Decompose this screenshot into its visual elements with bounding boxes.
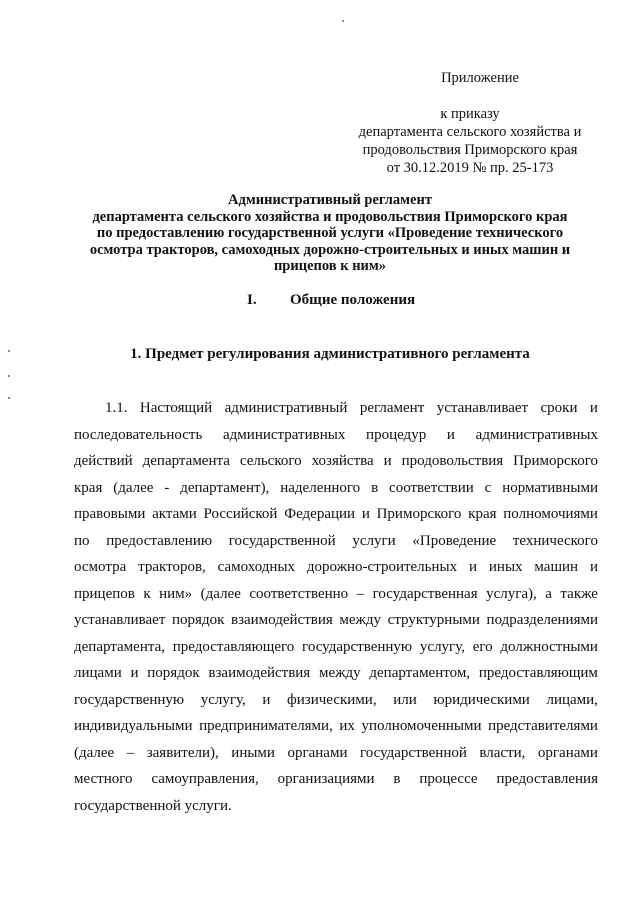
appendix-reference — [340, 105, 600, 177]
paragraph-word: хозяйства — [311, 453, 374, 469]
paragraph-word: государственную — [302, 638, 413, 655]
paragraph-word: административных — [475, 426, 598, 443]
paragraph-line — [74, 740, 598, 767]
paragraph-word: иными — [231, 744, 275, 761]
scan-speck — [342, 20, 344, 22]
paragraph-word: заявители), — [146, 744, 219, 761]
paragraph-word: последовательность — [74, 426, 203, 443]
paragraph-word: действий — [74, 453, 133, 469]
paragraph-word: представителями — [488, 718, 598, 734]
paragraph-word: соответствии — [389, 479, 474, 496]
paragraph-word: регламент — [359, 400, 425, 416]
paragraph-word: сроки — [540, 400, 578, 416]
paragraph-line — [74, 422, 598, 449]
paragraph-word: и — [383, 453, 392, 469]
paragraph-word: органами — [287, 744, 348, 761]
paragraph-line — [74, 607, 598, 634]
paragraph-line — [74, 793, 598, 820]
paragraph-line — [74, 528, 598, 555]
title-line: департамента сельского хозяйства и продовольствия Приморского края — [92, 208, 568, 225]
paragraph-word: и — [469, 559, 478, 575]
title-line: по предоставлению государственной услуги «Проведение технического — [96, 225, 564, 241]
paragraph-word: с — [484, 479, 492, 496]
paragraph-word: его — [472, 638, 493, 655]
paragraph-word: нормативными — [502, 479, 598, 496]
paragraph-word: взаимодействия — [230, 612, 333, 628]
paragraph-line — [74, 448, 598, 475]
paragraph-word: также — [560, 585, 598, 602]
subsection-title: 1. Предмет регулирования административного регламента — [130, 346, 530, 362]
paragraph-word: административный — [224, 400, 348, 416]
paragraph-word: и — [361, 506, 370, 522]
paragraph-word: взаимодействия — [208, 665, 311, 681]
paragraph-word: полномочиями — [503, 506, 598, 522]
appendix-line: к приказу — [440, 106, 500, 122]
paragraph-word: Настоящий — [139, 400, 213, 416]
paragraph-word: между — [339, 612, 382, 628]
paragraph-line — [74, 687, 598, 714]
paragraph-word: государственная — [372, 585, 478, 602]
paragraph-word: Приморского — [513, 453, 598, 469]
paragraph-word: края — [468, 506, 497, 522]
paragraph-word: департамент), — [180, 479, 270, 496]
paragraph-word: местного — [74, 771, 133, 787]
paragraph-word: сельского — [239, 453, 302, 469]
paragraph-line — [74, 660, 598, 687]
title-line: осмотра тракторов, самоходных дорожно-строительных и иных машин и — [89, 241, 571, 258]
paragraph-word: предоставления — [496, 771, 598, 787]
paragraph-word: и — [589, 400, 598, 416]
appendix-line: департамента сельского хозяйства и — [358, 124, 582, 140]
paragraph-word: услугу, — [419, 638, 465, 655]
paragraph-word: государственной услуги. — [74, 797, 232, 814]
paragraph-word: (далее — [200, 585, 241, 602]
paragraph-word: края — [74, 479, 103, 496]
paragraph-word: дорожно-строительных — [306, 559, 458, 575]
paragraph-word: продовольствия — [401, 453, 504, 469]
title-line: прицепов к ним» — [273, 258, 387, 274]
section-title: Общие положения — [290, 292, 416, 308]
paragraph-word: самоходных — [217, 559, 296, 575]
paragraph-word: порядок — [172, 612, 225, 628]
paragraph-word: государственной — [228, 532, 336, 549]
paragraph-word: их — [339, 718, 355, 734]
paragraph-word: юридическими — [433, 691, 530, 708]
paragraph-word: власти, — [479, 744, 526, 761]
paragraph-word: порядок — [147, 665, 200, 681]
title-line: Административный регламент — [228, 192, 432, 208]
paragraph-word: между — [318, 665, 361, 681]
paragraph-word: структурными — [387, 612, 480, 628]
paragraph-body — [74, 395, 598, 819]
paragraph-line — [74, 501, 598, 528]
paragraph-word: процессе — [419, 771, 478, 787]
paragraph-word: прицепов — [74, 585, 135, 602]
paragraph-word: - — [164, 479, 170, 496]
paragraph-word: департаментом, — [369, 665, 471, 681]
paragraph-word: физическими, — [287, 691, 377, 708]
appendix-title: Приложение — [441, 70, 519, 86]
paragraph-word: департамента — [142, 453, 230, 469]
paragraph-word: в — [393, 771, 401, 787]
paragraph-word: подразделениями — [486, 612, 598, 628]
paragraph-line — [74, 395, 598, 422]
paragraph-word: «Проведение — [412, 532, 497, 549]
paragraph-word: административных — [223, 426, 346, 443]
paragraph-word: наделенного — [280, 479, 361, 496]
paragraph-word: в — [371, 479, 379, 496]
paragraph-word: – — [126, 744, 135, 761]
paragraph-word: осмотра — [74, 559, 127, 575]
paragraph-line — [74, 581, 598, 608]
paragraph-line — [74, 634, 598, 661]
paragraph-word: Российской — [203, 506, 278, 522]
paragraph-word: органами — [537, 744, 598, 761]
paragraph-word: должностными — [500, 638, 598, 655]
paragraph-word: – — [356, 585, 365, 602]
paragraph-word: уполномоченными — [361, 718, 482, 734]
paragraph-line — [74, 554, 598, 581]
section-number: I. — [247, 292, 257, 308]
paragraph-word: устанавливает — [436, 400, 529, 416]
paragraph-word: организациями — [277, 771, 375, 787]
paragraph-word: лицами, — [546, 691, 598, 708]
scan-speck — [8, 350, 10, 352]
document-title — [60, 192, 600, 275]
paragraph-line — [74, 475, 598, 502]
paragraph-word: актами — [152, 506, 197, 522]
paragraph-line — [74, 766, 598, 793]
paragraph-word: и — [589, 559, 598, 575]
paragraph-word: и — [446, 426, 455, 443]
paragraph-line — [74, 713, 598, 740]
paragraph-word: и — [130, 665, 139, 681]
appendix-line: от 30.12.2019 № пр. 25-173 — [386, 160, 554, 176]
paragraph-word: машин — [534, 559, 579, 575]
paragraph-word: (далее — [113, 479, 154, 496]
paragraph-word: или — [393, 691, 417, 708]
paragraph-word: услуги — [352, 532, 396, 549]
paragraph-word: а — [545, 585, 552, 602]
scan-speck — [8, 375, 10, 377]
paragraph-word: ним» — [159, 585, 193, 602]
paragraph-word: тракторов, — [138, 559, 206, 575]
paragraph-word: и — [262, 691, 271, 708]
paragraph-word: индивидуальными — [74, 718, 193, 734]
paragraph-word: государственной — [359, 744, 467, 761]
paragraph-word: устанавливает — [74, 612, 166, 628]
paragraph-word: лицами — [74, 665, 122, 681]
paragraph-word: по — [74, 532, 90, 549]
paragraph-word: департамента, — [74, 638, 165, 655]
paragraph-word: предоставляющим — [478, 665, 598, 681]
paragraph-word: правовыми — [74, 506, 146, 522]
paragraph-word: процедур — [366, 426, 427, 443]
paragraph-word: (далее — [74, 744, 115, 761]
appendix-line: продовольствия Приморского края — [362, 142, 578, 158]
paragraph-word: самоуправления, — [151, 771, 259, 787]
paragraph-word: услугу, — [200, 691, 246, 708]
paragraph-word: предпринимателями, — [199, 718, 333, 734]
paragraph-word: соответственно — [249, 585, 349, 602]
paragraph-word: Федерации — [284, 506, 356, 522]
paragraph-word: Приморского — [376, 506, 462, 522]
paragraph-word: к — [143, 585, 151, 602]
scan-speck — [8, 397, 10, 399]
paragraph-word: услуга), — [486, 585, 537, 602]
paragraph-word: государственную — [74, 691, 185, 708]
paragraph-word: иных — [488, 559, 523, 575]
paragraph-word: 1.1. — [105, 400, 128, 416]
paragraph-word: технического — [512, 532, 598, 549]
paragraph-word: предоставлению — [106, 532, 213, 549]
paragraph-word: предоставляющего — [172, 638, 295, 655]
